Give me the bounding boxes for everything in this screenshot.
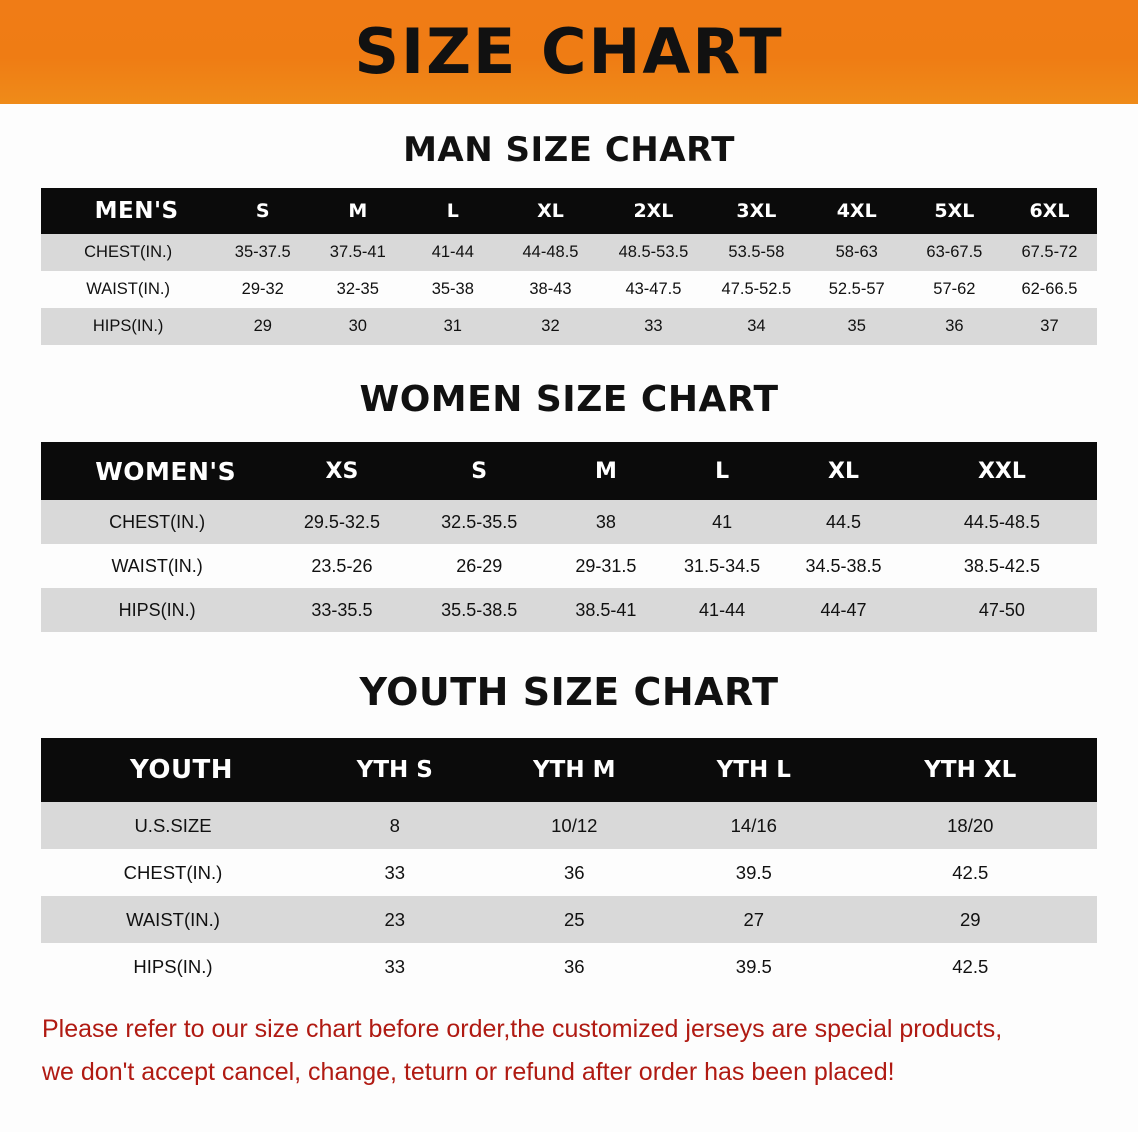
table-header-row xyxy=(41,442,1097,500)
col-header-xxl: XXL xyxy=(907,442,1097,500)
table-row xyxy=(41,802,1097,849)
women-size-table-wrap xyxy=(41,442,1097,632)
women-size-table xyxy=(41,442,1097,632)
cell: 29-32 xyxy=(215,271,310,308)
col-header-youth: YOUTH xyxy=(41,738,305,802)
cell: 32 xyxy=(500,308,600,345)
table-row xyxy=(41,896,1097,943)
cell: 29 xyxy=(215,308,310,345)
cell: 58-63 xyxy=(807,234,907,271)
cell: 36 xyxy=(485,943,665,990)
cell: 29-31.5 xyxy=(548,544,664,588)
cell: 35 xyxy=(807,308,907,345)
man-section-title: MAN SIZE CHART xyxy=(403,130,735,170)
cell: 41-44 xyxy=(405,234,500,271)
row-label-waist: WAIST(IN.) xyxy=(41,271,215,308)
cell: 63-67.5 xyxy=(907,234,1002,271)
cell: 33-35.5 xyxy=(273,588,410,632)
col-header-2xl: 2XL xyxy=(601,188,707,234)
col-header-m: M xyxy=(548,442,664,500)
table-row xyxy=(41,500,1097,544)
cell: 26-29 xyxy=(411,544,548,588)
col-header-4xl: 4XL xyxy=(807,188,907,234)
cell: 35.5-38.5 xyxy=(411,588,548,632)
row-label-waist: WAIST(IN.) xyxy=(41,896,305,943)
col-header-6xl: 6XL xyxy=(1002,188,1097,234)
cell: 36 xyxy=(907,308,1002,345)
cell: 34 xyxy=(706,308,806,345)
cell: 10/12 xyxy=(485,802,665,849)
cell: 44.5 xyxy=(780,500,907,544)
cell: 37.5-41 xyxy=(310,234,405,271)
row-label-waist: WAIST(IN.) xyxy=(41,544,273,588)
col-header-xs: XS xyxy=(273,442,410,500)
col-header-m: M xyxy=(310,188,405,234)
col-header-mens: MEN'S xyxy=(41,188,215,234)
cell: 48.5-53.5 xyxy=(601,234,707,271)
cell: 67.5-72 xyxy=(1002,234,1097,271)
youth-section-title: YOUTH SIZE CHART xyxy=(359,670,779,714)
cell: 44-48.5 xyxy=(500,234,600,271)
cell: 30 xyxy=(310,308,405,345)
youth-size-table xyxy=(41,738,1097,990)
cell: 33 xyxy=(305,849,485,896)
row-label-chest: CHEST(IN.) xyxy=(41,500,273,544)
cell: 38-43 xyxy=(500,271,600,308)
cell: 52.5-57 xyxy=(807,271,907,308)
cell: 57-62 xyxy=(907,271,1002,308)
table-row xyxy=(41,588,1097,632)
disclaimer-note xyxy=(42,1008,1104,1094)
cell: 33 xyxy=(305,943,485,990)
cell: 36 xyxy=(485,849,665,896)
disclaimer-line-1: Please refer to our size chart before order,the customized jerseys are special products, xyxy=(42,1015,1003,1043)
col-header-yth-s: YTH S xyxy=(305,738,485,802)
col-header-yth-xl: YTH XL xyxy=(844,738,1097,802)
cell: 38.5-42.5 xyxy=(907,544,1097,588)
cell: 62-66.5 xyxy=(1002,271,1097,308)
cell: 44-47 xyxy=(780,588,907,632)
cell: 39.5 xyxy=(664,943,844,990)
women-section-title: WOMEN SIZE CHART xyxy=(359,379,779,420)
cell: 39.5 xyxy=(664,849,844,896)
cell: 35-38 xyxy=(405,271,500,308)
cell: 38.5-41 xyxy=(548,588,664,632)
cell: 44.5-48.5 xyxy=(907,500,1097,544)
cell: 14/16 xyxy=(664,802,844,849)
cell: 18/20 xyxy=(844,802,1097,849)
cell: 47.5-52.5 xyxy=(706,271,806,308)
cell: 8 xyxy=(305,802,485,849)
cell: 42.5 xyxy=(844,943,1097,990)
col-header-s: S xyxy=(215,188,310,234)
col-header-l: L xyxy=(405,188,500,234)
table-row xyxy=(41,234,1097,271)
disclaimer-line-2: we don't accept cancel, change, teturn or refund after order has been placed! xyxy=(42,1058,895,1086)
cell: 53.5-58 xyxy=(706,234,806,271)
cell: 25 xyxy=(485,896,665,943)
cell: 34.5-38.5 xyxy=(780,544,907,588)
page-title: SIZE CHART xyxy=(354,15,784,88)
cell: 41 xyxy=(664,500,780,544)
cell: 29 xyxy=(844,896,1097,943)
table-row xyxy=(41,943,1097,990)
col-header-l: L xyxy=(664,442,780,500)
row-label-us-size: U.S.SIZE xyxy=(41,802,305,849)
cell: 23.5-26 xyxy=(273,544,410,588)
cell: 23 xyxy=(305,896,485,943)
youth-size-table-wrap xyxy=(41,738,1097,990)
table-row xyxy=(41,271,1097,308)
row-label-chest: CHEST(IN.) xyxy=(41,234,215,271)
table-header-row xyxy=(41,738,1097,802)
col-header-5xl: 5XL xyxy=(907,188,1002,234)
row-label-chest: CHEST(IN.) xyxy=(41,849,305,896)
col-header-yth-m: YTH M xyxy=(485,738,665,802)
col-header-3xl: 3XL xyxy=(706,188,806,234)
cell: 47-50 xyxy=(907,588,1097,632)
col-header-xl: XL xyxy=(500,188,600,234)
banner xyxy=(0,0,1138,104)
cell: 31.5-34.5 xyxy=(664,544,780,588)
table-row xyxy=(41,308,1097,345)
row-label-hips: HIPS(IN.) xyxy=(41,943,305,990)
row-label-hips: HIPS(IN.) xyxy=(41,308,215,345)
cell: 32.5-35.5 xyxy=(411,500,548,544)
table-row xyxy=(41,544,1097,588)
cell: 31 xyxy=(405,308,500,345)
man-size-table-wrap xyxy=(41,188,1097,345)
col-header-xl: XL xyxy=(780,442,907,500)
table-row xyxy=(41,849,1097,896)
col-header-womens: WOMEN'S xyxy=(41,442,273,500)
cell: 32-35 xyxy=(310,271,405,308)
man-size-table xyxy=(41,188,1097,345)
cell: 42.5 xyxy=(844,849,1097,896)
cell: 35-37.5 xyxy=(215,234,310,271)
cell: 29.5-32.5 xyxy=(273,500,410,544)
cell: 37 xyxy=(1002,308,1097,345)
cell: 43-47.5 xyxy=(601,271,707,308)
row-label-hips: HIPS(IN.) xyxy=(41,588,273,632)
cell: 33 xyxy=(601,308,707,345)
table-header-row xyxy=(41,188,1097,234)
col-header-yth-l: YTH L xyxy=(664,738,844,802)
cell: 27 xyxy=(664,896,844,943)
cell: 41-44 xyxy=(664,588,780,632)
col-header-s: S xyxy=(411,442,548,500)
cell: 38 xyxy=(548,500,664,544)
